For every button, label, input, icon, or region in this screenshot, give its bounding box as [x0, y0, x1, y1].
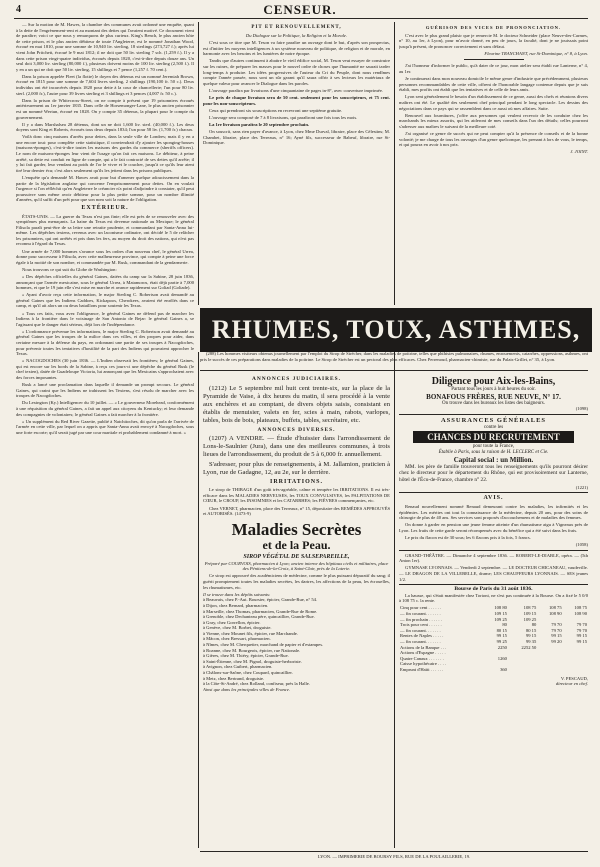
bourse-value: 108 90 — [574, 611, 587, 617]
bourse-value: 108 75 — [574, 605, 587, 611]
column-divider — [198, 22, 199, 305]
assurances-line: Établie à Paris, sous la raison de H. LECLERC et Cie. — [438, 449, 549, 455]
irritations-text: Le sirop de THIBAGE d'un goût très-agréable, calme et tempère les IRRITATIONS. Il est très-efficace dans les MALADIES NERVEUSES, les TOUX CONVULSIVES, les PALPITATIONS DE CŒUR, le CROUP, les INSOMNIES et les CATARRHES; les FIÈVRES commençantes, etc. — [203, 487, 390, 504]
annonces-judiciaires-title: ANNONCES JUDICIAIRES. — [252, 376, 341, 382]
column-right-bottom — [399, 374, 588, 848]
bourse-label: Caisse hypothécaire . . . . — [400, 661, 447, 667]
bourse-row — [399, 611, 588, 617]
depot-item: à Grenoble, chez Dechanteau père, quincaillier, Grande-Rue. — [203, 614, 315, 620]
sirop-title: SIROP VÉGÉTAL DE SALSEPAREILLE, — [243, 553, 350, 560]
section-title-renouvellement: PIT ET RENOUVELLEMENT, — [251, 25, 342, 30]
depot-item: à Avignon, chez Guibert, pharmacien. — [203, 664, 273, 670]
section-title-exterieur: EXTÉRIEUR. — [81, 204, 129, 211]
bourse-label: Actions d'Espagne . . . . . — [400, 650, 446, 656]
bourse-value: 79 70 — [551, 627, 562, 633]
bourse-value: 79 70 — [551, 622, 562, 628]
avis-para: On donne à garder en pension une jeune femme atteinte d'un rhumatisme aigu à Vigneaux près de Lyon. Les fruits de cette garde seront récompensés avec du bénéfice qui a été suivi dans les frais. — [399, 522, 588, 533]
depot-item: à la Côte-St-André, chez Rolland, confiseur, près la Halle. — [203, 681, 310, 687]
bourse-value — [563, 667, 588, 673]
depot-item: à Gières, chez M. Thiéry, épicier, Grande-Rue. — [203, 653, 289, 659]
divider — [464, 59, 524, 60]
depots-title: Il se trouve dans les dépôts suivants: — [203, 591, 271, 597]
article-paragraph: Ceux qui prendront six souscriptions en recevront une septième gratuite. — [209, 107, 343, 113]
signature: Fleurine TRANCHANT, rue St-Dominique, n° 8, à Lyon. — [484, 50, 588, 56]
article-paragraph: « Ayant d'avoir reçu cette information, le major Sterling C. Robertson avait demandé au général Gaines que les Indiens Caddoes, Kickapoos, Cherokees, avaient été enrôlés dans ce camp, et qu'il ait alors un ou deux bataillons pour soutenir les Texas. — [16, 292, 194, 309]
irritations-sub: Chez VERNET, pharmacien, place des Terreaux, n° 15, dépositaire des REMÈDES APPROUVÉS et AUTORISÉS. (1473-9) — [203, 505, 390, 517]
article-paragraph: Je continuerai dans mon nouveau domicile le même genre d'industrie que précédemment, plusieurs personnes recommandables de cette ville, offrent de l'honorable langage contenue depuis que je suis établi, mes profits ont établi que les tentatives et de celle de leurs amis. — [399, 76, 588, 93]
article-paragraph: Voilà donc cinq maisons d'arrêts pour dettes, dans la seule ville de Londres; mais il y en a une encore tout: pour complète cette statistique, il conviendrait d'y ajouter les sponging-houses (maisons-éponges), c'est-à-dire toutes les maisons des gardes du commerce (sheriffs officers). Le nom de maisons-éponges leur vient de l'usage qu'on fait ces maisons. Le débiteur, à peine arrêté, sa dette est conduit en ligne de compte, qui a le fait contracté de ses dettes qu'il arrête; il y lui fait garder, leur vendant au poids de l'or le vivre et le coucher, jusqu'à ce qu'ils leur aient tiré leur dernier écu; c'est alors seulement qu'ils les jettent dans les prisons publiques. — [16, 134, 194, 173]
bourse-value: 99 15 — [576, 633, 587, 639]
bourse-value — [537, 667, 562, 673]
bourse-title: Bourse de Paris du 31 août 1836. — [454, 586, 533, 593]
depot-item: à Saint-Étienne, chez M. Pignol, droguiste-herboriste. — [203, 658, 302, 664]
footer-rule — [200, 851, 588, 852]
bourse-value: 109 15 — [523, 611, 537, 617]
bourse-label: Rentes de Naples . . . . . — [400, 633, 444, 639]
depot-item: à Nîmes, chez M. Cherquetier, marchand de papier et d'estampes. — [203, 642, 324, 648]
avis-para: Le prix du flacon est de 30 sous; les 6 flacons pris à la fois, 5 francs. — [405, 535, 531, 540]
sirop-prep: Préparé par COURVOIS, pharmacien à Lyon; ancien interne des hôpitaux civils et militaires, place des Pénitens-de-la-Croix, à Saint-Clair, près de la Loterie. — [204, 560, 389, 572]
divider — [399, 414, 588, 415]
bourse-value: 360 — [500, 666, 507, 672]
article-paragraph: Nous trouvons ce qui suit du Globe de Washington: — [22, 266, 117, 272]
diligence-ref: (1098) — [575, 406, 588, 412]
annonce-text: S'adresser, pour plus de renseignements, à M. Jallamion, praticien à Lyon, rue de Gadagne, 12, au 2e, sur le derrière. — [203, 460, 390, 476]
article-paragraph: J'ai l'honneur d'informer le public, qu'à dater de ce jour, mon atelier sera établi rue Lanterne, n° 4, au 1er. — [399, 63, 588, 75]
article-paragraph: « Un supplément du Red River Gazette, publié à Natchitoches, dit qu'on parla de l'arrivée de l'armée en cette ville, par lequel on a appris que Santa-Anna avait envoyé à Nacogdoches, sous une forte escorte; qu'il serait jugé par une cour martiale et probablement condamné à mort. » — [16, 418, 194, 435]
article-paragraph: Une armée de 7,000 hommes s'avance sous les ordres d'un nouveau chef, le général Urrea, donne pour successeur à Filisola, avec cette malheureuse province, qui compte à peine une force égale à la moitié de son nombre, et commandée par M. Rusk, commandant de la gendarmerie. — [16, 248, 194, 265]
page-title: CENSEUR. — [263, 2, 337, 17]
bourse-value: 2250 — [497, 644, 507, 650]
article-paragraph: — Sur la motion de M. Hawes, la chambre des communes avait ordonné une enquête, quant à la dette de l'engrènement-rent et au montant des dettes qui l'avaient motivé. Ce document vient de paraître; voici ce que nous y remarquons de plus curieux. King's Bench, le plus ancien hôte de cette prison, et le plus ancien débiteur de toute l'Angleterre, est le nommé Jonathan Wood, écroué en mai 1810, pour une somme de 10,940 liv. sterling, 18 sterlings (273,727 f.); après lui vient John Pritchett, écroué le 9 mai 1812; il ne doit que 50 liv. sterling 7 sch. (1,259 f.). Il y a dans cette prison vingt-quatre individus, écroués depuis 1820, c'est-à-dire depuis douze ans. Un seul doit 3,000 liv. sterling (80,000 f.), plusieurs doivent moins de 100 liv. sterling (2,500 f.). Il y en a un qui ne doit que 50 liv. sterling, 15 shillings et 7 pence (1,257 f. 70 cent.). — [16, 22, 194, 72]
article-paragraph: « NACOGDOCHES (30 juin 1836. — L'Indien observait les frontières; le général Gaines, qui est encore sur les bords de la Sabine, à reçu ces jours-ci une dépêche du général Rusk (le chef texien), datée de Guadeloupe Victoria, lui annonçant que les Mexicains s'approchaient avec des forces imposantes. — [16, 358, 194, 381]
bourse-label: — fin prochain . . . . . . — [400, 616, 442, 622]
banner-body: (288) Les hommes visiteurs obtenus journellement par l'emploi du Sirop de Strécher, dans les maladies de poitrine, telles que phthisies pulmonaires, rhumes, enrouements, catarrhes, oppressions, asthmes, ont pris le succès de ces préparations dans maladies de la poitrine. Le Sirop de Strécher est un pectoral des plus efficaces. Chez Perrenoud, pharmacien-chimiste, rue du Palais-Grillet, n° 35, à Lyon. — [200, 351, 588, 362]
depot-item: à Beauvais, chez P.-Aut. Boursier, épicier, Grande-Rue, n° 54. — [203, 597, 318, 603]
bourse-value: 99 15 — [496, 633, 507, 639]
section-title-guerison: GUÉRISON DES VICES DE PRONONCIATION. — [425, 25, 562, 30]
column-divider — [394, 352, 395, 848]
article-paragraph: Lyon sent généralement le besoin d'un établissement de ce genre, aussi des chefs et réunions divers maîtres ont été. Le qualité des seulement chef principal pendant le long spectacle. Les dessins des négociations dans ce pays qui se rassemblent dans ce aussi où mes affaires. Suite. — [399, 94, 588, 111]
bourse-value — [508, 667, 537, 673]
maladies-title: Maladies Secrètes — [231, 519, 362, 539]
annonce-text: (1212) Le 5 septembre mil huit cent trente-six, sur la place de la Pyramide de Vaise, à dix heures du matin, il sera procédé à la vente aux enchères et au comptant, de divers objets saisis, consistant en établis de menuisier, valets en fer, scies à main, rabots, varlopes, tables, bois de bois, plateaux, buffets, tables, secrétaire, etc. — [203, 384, 390, 424]
assurances-line: pour toute la France, — [472, 444, 515, 450]
printer-line: LYON. — IMPRIMERIE DE BOURSY FILS, RUE DE LA POULAILLERIE, 19. — [317, 854, 471, 859]
article-paragraph: La 1re livraison paraîtra le 20 septembre prochain. — [209, 121, 310, 127]
article-paragraph: « L'ordonnance prévenue les informations, le major Sterling C. Robertson avait demandé au général Gaines que les troupes de la milice dans ces villes, et des propres pour aider, dans certaine mesure à la défense du pays, en ordonnant une partie de ses troupes à Nacogdoches, pour prévenir toutes les tentatives d'hostilité de la part des Indiens qui pouvaient approcher le Texas. — [16, 328, 194, 357]
signature: J. JOINT. — [570, 149, 588, 155]
diligence-line: Partant tous les jours à huit heures du soir. — [451, 387, 536, 392]
article-paragraph: On souscrit, sans rien payer d'avance, à Lyon, chez Mme Durval, libraire, place des Célestins; M. Chambet, libraire, place des Terreaux, n° 16; Ayné fils, successeur de Babeuf, libraire, rue St-Dominique. — [203, 129, 390, 146]
article-paragraph: L'ouvrage sera composé de 7 à 8 livraisons, qui paraîtront une fois tous les mois. — [209, 114, 358, 120]
article-paragraph: Du Lexington (Ky.) Intelligencer du 10 juillet. — « Le gouverneur Morehead, conformément à une réquisition du général Gaines, a fait un appel aux citoyens du Kentucky; et leur demande des compagnies de volontaires; le général Gaines a fait marcher à la frontière. — [16, 400, 194, 417]
bourse-signature-role: directeur en chef. — [555, 681, 588, 687]
bourse-signature: V. PESCAUD, — [560, 675, 588, 681]
article-paragraph: Le prix de chaque livraison sera de 50 cent. seulement pour les souscripteurs, et 75 cent. pour les non-souscripteurs. — [203, 95, 390, 106]
bourse-value: 99 35 — [525, 639, 537, 644]
bourse-value: 99 25 — [496, 639, 507, 644]
article-paragraph: L'enquête qu'a demandé M. Hawes avait pour but d'amener quelque adoucissement dans la partie de la législation anglaise qui concerne l'emprisonnement pour dettes. On en voulait l'urgence si l'on réfléchit qu'en Angleterre le créancier n'a point d'adjoindre à constater, qu'il peut poursuivre sans même avoir débiteur pour la plus petite somme, pour un nombre illimité d'années, qu'il suffit d'un prêt pour que son nom soit la nature de l'obligation. — [16, 174, 194, 203]
article-paragraph: Dans la prison de Whitecross-Street, on ne compte à présent que 19 prisonniers écroués antérieurement au 1er janvier 1835. Dans celle de Horsemonger-Lane, le plus ancien prisonnier est un nommé Wertun, écroué en 1828. On y compte 35 détenus, la plupart pour le compte du gouvernement. — [16, 97, 194, 120]
bourse-value: 108 80 — [494, 605, 507, 611]
bourse-label: — fin courant. . . . . . . — [400, 627, 441, 633]
section-subtitle: Du Dialogue sur la Politique, la Religion et la Morale. — [245, 32, 348, 38]
divider — [399, 492, 588, 493]
assurances-capital: Capital social : un Million. — [453, 455, 534, 464]
bourse-value: 80 — [531, 622, 537, 628]
bourse-value: 99 15 — [551, 633, 562, 639]
bourse-row — [399, 667, 588, 673]
assurances-para: MM. les père de famille trouveront tous les renseignements qu'ils pourront désirer chez le directeur pour le département du Rhône, qui est provisoirement sur Lanterne, hôtel de l'Écu-de-France, chambre n° 22. — [399, 463, 588, 483]
article-paragraph: C'est sous ce titre que M. Teson va faire paraître un ouvrage dont le but, d'après son prospectus, est d'initier les moyens intelligences à un système nouveau de politique, de religion et de morale, en harmonie avec les besoins et les lumières de notre époque. — [203, 40, 390, 57]
avis-title: AVIS. — [483, 495, 504, 502]
bourse-label: Trois pour cent . . . . . . — [400, 622, 442, 628]
banner-text — [200, 351, 588, 369]
bourse-label: — fin courant. . . . . . . — [400, 611, 441, 617]
diligence-line: On trouve dans les bureaux les listes des baigneurs. — [442, 400, 545, 406]
spectacle-line: GYMNASE LYONNAIS. — Vendredi 2 septembre. — LE DOCTEUR CHICANEAU, vaudeville. — LE DRAGON DE LA VILLEBELLE, drame; LES CHAUFFEURS LYONNAIS. — SES jeunes 1/2. — [399, 565, 588, 582]
assurances-title: ASSURANCES GÉNÉRALES — [440, 416, 547, 424]
article-paragraph: Renouvel aux fournitures, j'offre aux personnes qui veulent recevoir de les conduire chez les marchands les mieux assortis, qui les aideront de mes conseils dans l'un des détails; celles pourront s'adresser aux maîtres le suivant de la meilleure coté. — [399, 112, 588, 129]
bourse-intro: La hausse, qui s'était manifestée chez Tortoni, ne s'est pas continuée à la Bourse. On a fixé le 5 0/0 à 108 75 c. la rente. — [399, 592, 588, 604]
bourse-value: 99 20 — [551, 639, 562, 644]
article-paragraph: Tandis que d'autres continuent à abattre le vieil édifice social, M. Teson veut essayer de construire sur les ruines, de préparer les masses pour le nouvel ordre de choses que l'humanité ne saurait tarder long-temps à produire. Les idées progressives de l'auteur du Cri du Peuple, dont nous rendîmes compte l'année passée, nous sont un sûr garant qu'il saura offrir à ses lecteurs les matériaux de quelque valeur pour avancer le Dialogue dans les paroles. — [203, 58, 390, 86]
article-paragraph: Dans la prison appelée Fleet (la flotte) le doyen des détenus est un nommé Jeremiah Brown, écroué en 1815 pour une somme de 7,604 livres sterling, 2 shillings (190,100 fr. 50 c.). Deux individus ont été incarcérés depuis 1820 pour dette à la cour de chancellerie; l'un pour 80 liv. sterl. (2,000 fr.), l'autre pour 39 livres sterling et 3 shillings et 3 pences (4,007 fr. 50 c.). — [16, 73, 194, 96]
divider — [399, 550, 588, 551]
bourse-value: 109 25 — [523, 616, 537, 622]
annonces-diverses-title: ANNONCES DIVERSES. — [257, 426, 336, 433]
banner-rule — [200, 370, 588, 371]
annonce-text: (1207) A VENDRE. — Étude d'huissier dans l'arrondissement de Lons-le-Saulnier (Jura), dans une des meilleures communes, à trois lieues de l'arrondissement, du produit de 5 à 6,000 fr. annuellement. — [203, 435, 390, 459]
assurances-contre: contre les — [483, 424, 504, 430]
column-left — [16, 22, 194, 848]
bourse-value: 109 25 — [494, 616, 507, 622]
sirop-para: Ce sirop est approuvé des académiciens de médecine, comme le plus puissant dépuratif du sang; il guérit promptement toutes les maladies secrètes, les dartres, les affections de la peau, les écrouelles, les rhumatismes, etc. — [203, 573, 390, 590]
column-right-top — [399, 22, 588, 305]
rhumes-banner: RHUMES, TOUX, ASTHMES, — [200, 308, 592, 352]
bourse-table — [399, 605, 588, 672]
depot-item: à Vienne, chez Mounet fils, épicier, rue Marchande. — [203, 630, 298, 636]
depot-item: à Metz, chez Bertrand, droguiste. — [203, 675, 265, 681]
divider — [399, 584, 588, 585]
depot-item: à Gray, chez Gorrellon, épicier. — [203, 619, 261, 625]
bourse-value: 80 — [502, 622, 507, 628]
irritations-title: IRRITATIONS. — [270, 478, 323, 485]
bourse-label: Quatre Canaux . . . . . . . — [400, 655, 444, 661]
diligence-company: BONAFOUS FRÈRES, RUE NEUVE, N° 17. — [426, 392, 561, 401]
bourse-label: Emprunt d'Haïti . . . . . . — [400, 666, 444, 672]
bourse-value: 99 15 — [576, 639, 587, 644]
depot-item: à Châlons-sur-Saône, chez Coupard, quincaillier. — [203, 670, 293, 676]
article-paragraph: C'est avec le plus grand plaisir que je remercie M. le docteur Schneider (place Neuve-des-Carmes, n° 10, au 1er, à Lyon), pour m'avoir donné, en peu de jours, la faculté, dont je ne jouissais point jusqu'à présent, de prononcer correctement et sans défaut. — [399, 32, 588, 49]
bourse-value: 108 90 — [548, 611, 562, 617]
header-rule — [14, 18, 588, 19]
depots-footer: Ainsi que dans les principales villes de France. — [203, 686, 291, 692]
column-divider — [198, 352, 199, 848]
diligence-title: Diligence pour Aix-les-Bains, — [431, 376, 556, 387]
depot-item: à Roanne, chez M. Bourgeois, épicier, rue Nationale. — [203, 647, 301, 653]
column-center-top — [203, 22, 390, 305]
column-divider — [394, 22, 395, 305]
depot-item: à Mâcon, chez Bressart, pharmacien. — [203, 636, 271, 642]
bourse-value: 1260 — [497, 655, 507, 661]
bourse-label: Actions de la Banque . . . — [400, 644, 447, 650]
article-paragraph: Rusk a lancé une proclamation dans laquelle il demande un prompt secours. Le général Gaines, qui craint que les Indiens ne trahissent les Texiens, s'est résolu de marcher avec les troupes de Nacogdoches. — [16, 382, 194, 399]
bourse-label: Cinq pour cent . . . . . . — [400, 605, 442, 611]
depot-item: à Dijon, chez Bernard, pharmacien. — [203, 602, 269, 608]
bourse-value: 80 15 — [496, 627, 507, 633]
article-paragraph: ÉTATS-UNIS. — La guerre du Texas n'est pas finie; elle est près de se renouveler avec des symptômes plus menaçants. La haine du Texas est devenue nationale au Mexique; le général Filisola paraît peut-être de sa lettre une retraite prudente, et commandant par Santa-Anna lui-même. Les dépêches texiens, revenus avec un laconisme ordinaire, ont décidé le 5 de relâcher les prisonniers, qui ont arrêtés et pris dans les fers, au moyen du droit des nations, qui n'est pas reconnu à l'égard du Texas. — [16, 213, 194, 247]
bourse-value: 108 75 — [548, 605, 562, 611]
page-number: 4 — [16, 4, 21, 15]
avis-ref: (1058) — [575, 542, 588, 548]
avis-para: Renaud nouvellement nommé Renaud demeurant contre les maladies, les infirmités et les épidémies. Les mérites ont tout la connaissance de la médecine, depuis 20 ans, pour des soins de chirurgie de plus de 40 ans. Ses services sont proposés d'accouchemens et de maladies des femmes. — [399, 504, 588, 521]
bourse-value: 79 70 — [576, 627, 587, 633]
article-paragraph: L'ouvrage paraîtra par livraisons d'une cinquantaine de pages in-8°, avec couverture imprimée. — [209, 87, 384, 93]
article-paragraph: « Des dépêches officielles du général Gaines, datées du camp sur la Sabine, 28 juin 1836, annonçant que l'armée mexicaine, sous le général Urrea, à Matamoros, était déjà partie à 7,000 hommes, et que le 19 juin elle s'est mise en marche et avance rapidement sur Goliad (Goliade). — [16, 273, 194, 291]
bourse-value: 99 15 — [525, 633, 537, 639]
depot-item: à Marseille, chez Thomas, pharmacien, Grande-Rue de Rome. — [203, 608, 318, 614]
bourse-value: 109 15 — [494, 611, 507, 617]
bourse-value: 2252 50 — [521, 644, 537, 650]
assurances-ref: (1221) — [575, 484, 588, 490]
article-paragraph: Il y a dans Marshalsea 28 détenus, dont un ne doit 1,600 liv. sterl. (40,000 f.). Les deux doyens sont King et Roberts, écroués tous deux depuis 1834; l'un pour 58 liv. (1,700 fr.) chacun. — [16, 121, 194, 133]
maladies-subtitle: et de la Peau. — [262, 537, 331, 552]
article-paragraph: « Tous ces faits, vous avez l'obligeance, le général Gaines ne défend pas de marcher les Indiens à la frontière dans le voisinage de San Antonio de Bejar: le général Gaines a, se l'agissant que le danger était sérieux, déjà lors de l'indépendance. — [16, 310, 194, 327]
article-paragraph: J'ai organisé ce genre de succès qui ne peut compter qu'à la présence de conseils et de la bonne volonté; je me charge de tous les ouvrages d'un genre quelconque, les prenant à lors de vous, le temps, et qui pourra en avoir à nos prix. — [399, 131, 588, 148]
bourse-label: — fin courant. . . . . . . — [400, 639, 441, 644]
bourse-value: 79 70 — [576, 622, 587, 628]
bourse-value: 108 75 — [523, 605, 537, 611]
depot-item: à Genève, chez M. Borbet, droguiste. — [203, 625, 272, 631]
bourse-value: 80 15 — [525, 627, 537, 633]
recrutement-banner: CHANCES DU RECRUTEMENT — [413, 431, 574, 443]
column-center-bottom — [203, 374, 390, 848]
depots-list — [203, 597, 390, 687]
spectacle-line: GRAND-THÉÂTRE. — Dimanche 4 septembre 1836. — ROBERT-LE-DIABLE, opéra. — (5th Anton 1er). — [399, 552, 588, 564]
